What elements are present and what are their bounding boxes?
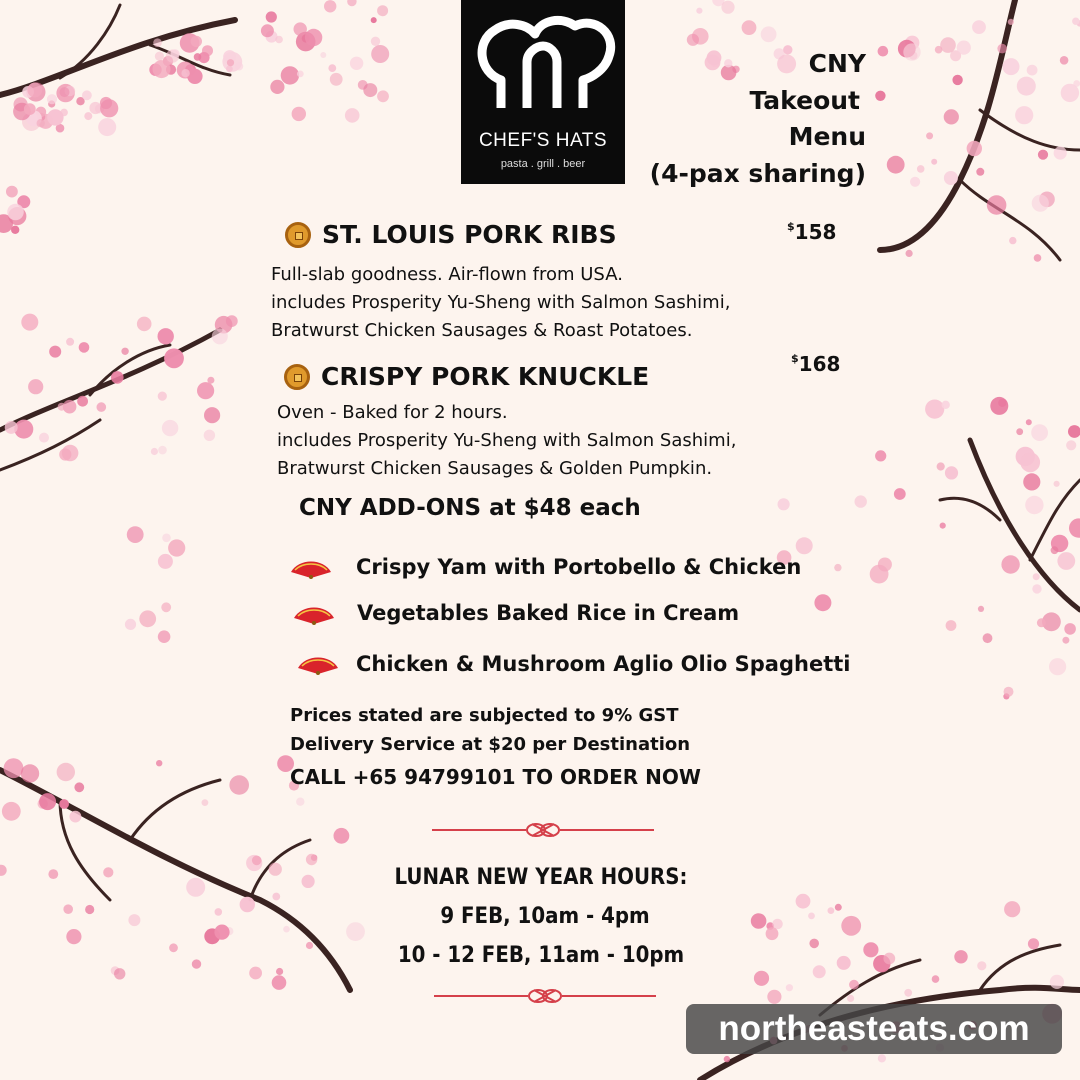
dish-1-desc-2: includes Prosperity Yu-Sheng with Salmon Sashimi, (271, 292, 731, 313)
blossom-icon (7, 204, 24, 221)
blossom-icon (742, 20, 757, 35)
blossom-icon (1038, 150, 1048, 160)
blossom-icon (47, 109, 63, 125)
blossom-icon (1026, 419, 1032, 425)
blossom-icon (942, 401, 950, 409)
blossom-icon (1027, 65, 1038, 76)
blossom-icon (1037, 618, 1046, 627)
hours-title: LUNAR NEW YEAR HOURS: (394, 865, 688, 890)
blossom-icon (987, 195, 1007, 215)
header-line-4: (4-pax sharing) (649, 159, 866, 188)
blossom-icon (687, 34, 699, 46)
logo-brand-name: CHEF'S HATS (478, 130, 608, 151)
blossom-icon (363, 83, 377, 97)
branch (980, 945, 1060, 990)
blossom-icon (952, 75, 962, 85)
blossom-icon (1051, 546, 1059, 554)
blossom-icon (194, 53, 202, 61)
blossom-icon (306, 942, 313, 949)
blossom-icon (813, 965, 826, 978)
blossom-icon (212, 328, 228, 344)
blossom-icon (227, 59, 234, 66)
divider-top (432, 818, 654, 842)
blossom-icon (151, 448, 158, 455)
gold-coin-icon (285, 222, 311, 248)
blossom-icon (786, 984, 793, 991)
logo-tagline: pasta . grill . beer (500, 158, 586, 170)
branch (940, 498, 1000, 520)
blossom-icon (1049, 658, 1066, 675)
blossom-icon (6, 186, 18, 198)
blossom-icon (1032, 195, 1049, 212)
blossom-icon (878, 1054, 886, 1062)
blossom-icon (74, 782, 84, 792)
blossom-icon (345, 108, 360, 123)
blossom-icon (5, 421, 18, 434)
blossom-icon (926, 132, 933, 139)
blossom-icon (904, 989, 912, 997)
blossom-icon (39, 793, 56, 810)
blossom-icon (837, 956, 851, 970)
blossom-icon (97, 402, 107, 412)
blossom-icon (350, 57, 363, 70)
call-to-order: CALL +65 94799101 TO ORDER NOW (290, 765, 701, 789)
blossom-icon (139, 610, 156, 627)
blossom-icon (855, 495, 867, 507)
blossom-icon (127, 526, 144, 543)
blossom-icon (49, 346, 61, 358)
blossom-icon (1050, 975, 1064, 989)
branch (130, 780, 220, 840)
header-line-1: CNY (808, 49, 866, 78)
blossom-icon (783, 45, 792, 54)
blossom-icon (1054, 481, 1060, 487)
blossom-icon (70, 811, 82, 823)
blossom-icon (153, 38, 162, 47)
blossom-icon (724, 59, 732, 67)
dish-2-desc-2: includes Prosperity Yu-Sheng with Salmon Sashimi, (277, 430, 737, 451)
blossom-icon (997, 44, 1007, 54)
blossom-icon (1025, 496, 1043, 514)
blossom-icon (721, 1, 734, 14)
blossom-icon (0, 865, 7, 876)
blossom-icon (302, 875, 315, 888)
blossom-icon (377, 5, 388, 16)
blossom-icon (976, 168, 984, 176)
blossom-icon (39, 433, 49, 443)
blossom-icon (809, 939, 819, 949)
blossom-icon (878, 558, 892, 572)
blossom-icon (128, 914, 140, 926)
blossom-icon (957, 41, 971, 55)
hours-line-2: 10 - 12 FEB, 11am - 10pm (397, 943, 685, 968)
blossom-icon (21, 764, 39, 782)
blossom-icon (85, 905, 94, 914)
blossom-icon (168, 539, 185, 556)
dish-2-currency: $ (791, 352, 799, 365)
blossom-icon (37, 119, 45, 127)
red-fan-icon (296, 654, 340, 676)
blossom-icon (266, 11, 277, 22)
blossom-icon (1028, 938, 1039, 949)
blossom-icon (125, 619, 136, 630)
blossom-icon (21, 314, 38, 331)
blossom-icon (156, 760, 162, 766)
blossom-icon (767, 990, 781, 1004)
blossom-icon (849, 980, 859, 990)
blossom-icon (931, 159, 937, 165)
dish-1-currency: $ (787, 220, 795, 233)
blossom-icon (158, 328, 174, 344)
blossom-icon (863, 942, 878, 957)
dish-2-price (791, 352, 840, 376)
blossom-icon (202, 799, 209, 806)
blossom-icon (778, 498, 790, 510)
blossom-icon (292, 107, 306, 121)
blossom-icon (98, 118, 116, 136)
dish-1-price (787, 220, 836, 244)
blossom-icon (191, 36, 202, 47)
blossom-icon (186, 878, 205, 897)
blossom-icon (932, 975, 940, 983)
blossom-icon (79, 342, 90, 353)
blossom-icon (28, 379, 43, 394)
blossom-icon (377, 90, 389, 102)
blossom-icon (235, 62, 243, 70)
dish-1-price-value: 158 (794, 220, 837, 244)
chinese-knot-icon (529, 990, 561, 1002)
blossom-icon (324, 0, 336, 12)
dish-1-desc-1: Full-slab goodness. Air-flown from USA. (271, 264, 623, 285)
blossom-icon (796, 537, 813, 554)
blossom-icon (240, 897, 255, 912)
blossom-icon (47, 94, 57, 104)
blossom-icon (878, 46, 889, 57)
blossom-icon (944, 171, 958, 185)
blossom-icon (1054, 146, 1067, 159)
addon-item-2: Vegetables Baked Rice in Cream (357, 601, 740, 625)
blossom-icon (226, 66, 233, 73)
blossom-icon (814, 594, 831, 611)
blossom-icon (249, 967, 262, 980)
blossom-icon (84, 112, 92, 120)
blossom-icon (66, 929, 81, 944)
chef-hat-icon (461, 0, 625, 120)
blossom-icon (1004, 901, 1020, 917)
blossom-icon (751, 913, 767, 929)
dish-2-desc-1: Oven - Baked for 2 hours. (277, 402, 508, 423)
blossom-icon (89, 102, 101, 114)
blossom-icon (269, 863, 282, 876)
blossom-icon (977, 961, 986, 970)
dish-2-price-value: 168 (798, 352, 841, 376)
blossom-icon (707, 50, 722, 65)
blossom-icon (275, 36, 283, 44)
blossom-icon (1009, 237, 1016, 244)
blossom-icon (305, 29, 322, 46)
blossom-icon (297, 71, 304, 78)
blossom-icon (272, 975, 287, 990)
blossom-icon (1020, 452, 1040, 472)
blossom-icon (925, 400, 944, 419)
blossom-icon (215, 908, 223, 916)
blossom-icon (1034, 254, 1042, 262)
blossom-icon (1023, 473, 1040, 490)
blossom-icon (214, 925, 229, 940)
blossom-icon (1016, 428, 1023, 435)
blossom-icon (990, 397, 1008, 415)
hours-line-1: 9 FEB, 10am - 4pm (440, 904, 650, 929)
blossom-icon (875, 91, 885, 101)
blossom-icon (944, 109, 959, 124)
blossom-icon (1060, 56, 1069, 65)
blossom-icon (1015, 106, 1033, 124)
blossom-icon (181, 69, 189, 77)
blossom-icon (1073, 80, 1080, 87)
blossom-icon (59, 448, 71, 460)
chefs-hats-logo (461, 0, 625, 184)
blossom-icon (998, 399, 1006, 407)
blossom-icon (828, 907, 835, 914)
addon-item-3: Chicken & Mushroom Aglio Olio Spaghetti (356, 652, 851, 676)
blossom-icon (1069, 518, 1080, 537)
blossom-icon (153, 60, 171, 78)
blossom-icon (57, 763, 75, 781)
blossom-icon (261, 24, 274, 37)
blossom-icon (27, 83, 42, 98)
blossom-icon (59, 799, 69, 809)
blossom-icon (207, 377, 214, 384)
blossom-icon (171, 49, 180, 58)
blossom-icon (978, 606, 984, 612)
blossom-icon (1031, 424, 1048, 441)
blossom-icon (696, 8, 702, 14)
blossom-icon (883, 953, 895, 965)
blossom-icon (371, 37, 380, 46)
blossom-icon (276, 968, 283, 975)
blossom-icon (945, 466, 958, 479)
blossom-icon (334, 828, 350, 844)
blossom-icon (946, 620, 957, 631)
blossom-icon (1066, 440, 1076, 450)
blossom-icon (983, 633, 993, 643)
blossom-icon (328, 64, 336, 72)
blossom-icon (204, 407, 220, 423)
blossom-icon (910, 177, 920, 187)
blossom-icon (371, 17, 377, 23)
blossom-icon (903, 43, 920, 60)
blossom-icon (60, 87, 70, 97)
blossom-icon (2, 802, 21, 821)
blossom-icon (48, 869, 58, 879)
blossom-icon (1072, 18, 1079, 25)
blossom-icon (875, 450, 886, 461)
blossom-icon (169, 943, 178, 952)
addon-item-1: Crispy Yam with Portobello & Chicken (356, 555, 802, 579)
blossom-icon (754, 971, 769, 986)
dish-2-desc-3: Bratwurst Chicken Sausages & Golden Pumpkin. (277, 458, 713, 479)
blossom-icon (66, 338, 74, 346)
blossom-icon (158, 630, 171, 643)
blossom-icon (161, 602, 171, 612)
blossom-icon (137, 317, 152, 332)
blossom-icon (229, 775, 249, 795)
blossom-icon (296, 798, 304, 806)
blossom-icon (1032, 584, 1041, 593)
delivery-note: Delivery Service at $20 per Destination (290, 734, 691, 755)
blossom-icon (1001, 555, 1019, 573)
red-fan-icon (289, 558, 333, 580)
blossom-icon (24, 103, 36, 115)
blossom-icon (158, 392, 167, 401)
blossom-icon (197, 382, 214, 399)
blossom-icon (796, 894, 811, 909)
blossom-icon (77, 396, 88, 407)
blossom-icon (252, 856, 262, 866)
blossom-icon (906, 250, 913, 257)
blossom-icon (887, 156, 905, 174)
red-fan-icon (292, 604, 336, 626)
gst-note: Prices stated are subjected to 9% GST (290, 705, 679, 726)
divider-bottom (434, 984, 656, 1008)
dish-1-name: ST. LOUIS PORK RIBS (322, 220, 617, 249)
dish-2-name: CRISPY PORK KNUCKLE (321, 362, 650, 391)
blossom-icon (192, 959, 201, 968)
blossom-icon (155, 52, 164, 61)
blossom-icon (330, 73, 343, 86)
blossom-icon (111, 371, 124, 384)
blossom-icon (841, 916, 861, 936)
blossom-icon (226, 315, 238, 327)
blossom-icon (1064, 623, 1076, 635)
blossom-icon (894, 488, 906, 500)
blossom-icon (103, 867, 113, 877)
blossom-icon (777, 54, 796, 73)
blossom-icon (58, 403, 66, 411)
blossom-icon (1068, 425, 1080, 438)
blossom-icon (917, 165, 925, 173)
blossom-icon (158, 446, 167, 455)
blossom-icon (761, 26, 777, 42)
blossom-icon (100, 99, 118, 117)
blossom-icon (162, 420, 178, 436)
blossom-icon (281, 66, 299, 84)
blossom-icon (347, 0, 356, 6)
blossom-icon (954, 950, 967, 963)
blossom-icon (121, 348, 128, 355)
blossom-icon (808, 913, 815, 920)
blossom-icon (937, 462, 945, 470)
addons-heading: CNY ADD-ONS at $48 each (299, 495, 641, 521)
blossom-icon (4, 758, 24, 778)
blossom-icon (935, 46, 943, 54)
blossom-icon (82, 90, 92, 100)
branch (60, 5, 120, 78)
blossom-icon (847, 995, 854, 1002)
blossom-icon (204, 430, 215, 441)
watermark: northeasteats.com (686, 1004, 1062, 1054)
blossom-icon (972, 20, 986, 34)
blossom-icon (158, 554, 173, 569)
blossom-icon (1062, 637, 1069, 644)
blossom-icon (272, 893, 280, 901)
blossom-icon (164, 348, 184, 368)
header-line-2: Takeout (749, 86, 860, 115)
blossom-icon (766, 927, 779, 940)
blossom-icon (162, 534, 171, 543)
blossom-icon (1004, 687, 1014, 697)
blossom-icon (270, 80, 284, 94)
blossom-icon (1003, 58, 1020, 75)
blossom-icon (63, 904, 73, 914)
blossom-icon (940, 37, 956, 53)
blossom-icon (835, 904, 842, 911)
blossom-icon (114, 968, 125, 979)
header-line-3: Menu (788, 122, 866, 151)
blossom-icon (371, 45, 389, 63)
gold-coin-icon (284, 364, 310, 390)
blossom-icon (1017, 77, 1036, 96)
blossom-icon (724, 1056, 730, 1062)
chinese-knot-icon (527, 824, 559, 836)
blossom-icon (834, 564, 841, 571)
blossom-icon (967, 141, 982, 156)
blossom-icon (1057, 552, 1075, 570)
blossom-icon (283, 926, 290, 933)
blossom-icon (320, 52, 326, 58)
blossom-icon (306, 854, 317, 865)
blossom-icon (1008, 19, 1014, 25)
blossom-icon (1033, 573, 1040, 580)
dish-1-desc-3: Bratwurst Chicken Sausages & Roast Potatoes. (271, 320, 693, 341)
blossom-icon (294, 22, 307, 35)
blossom-icon (940, 523, 946, 529)
